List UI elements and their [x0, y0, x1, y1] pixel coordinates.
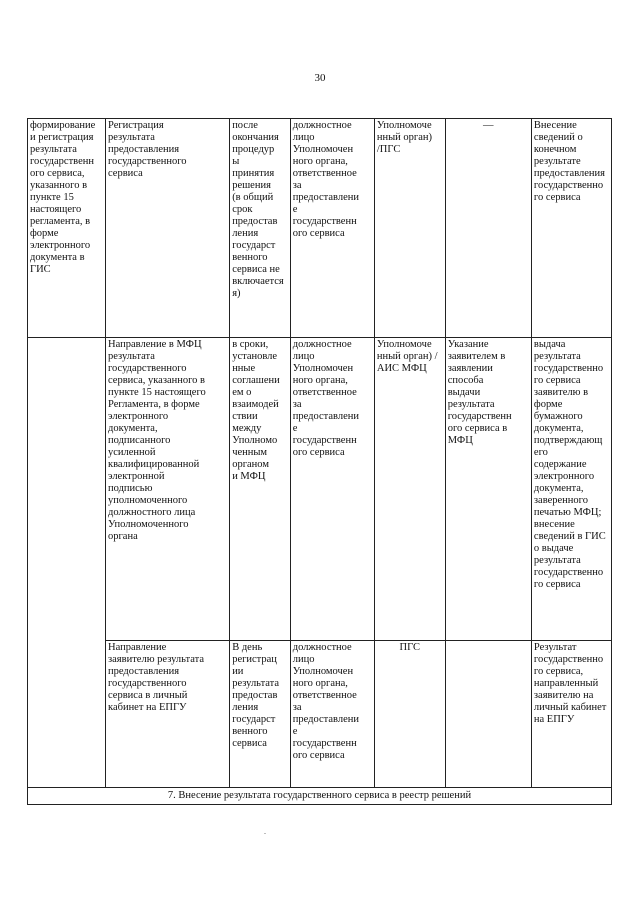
table-cell: Результат государственно го сервиса, направленный заявителю на личный кабинет на ЕПГУ — [531, 641, 611, 788]
table-cell: Уполномоче нный орган) / АИС МФЦ — [374, 338, 445, 641]
section-heading-row — [28, 788, 612, 805]
table-cell: Направление в МФЦ результата государственного сервиса, указанного в пункте 15 настоящего Регламента, в форме электронного документа, подписанного усиленной квалифицированной электронной подписью уполномоченного должностного лица Уполномоченного органа — [106, 338, 230, 641]
table-row — [28, 119, 612, 338]
table-cell: — — [445, 119, 531, 338]
page-number: 30 — [314, 72, 326, 84]
table-cell: в сроки, установле нные соглашени ем о взаимодей ствии между Уполномо ченным органом и МФЦ — [230, 338, 291, 641]
table-cell: ПГС — [374, 641, 445, 788]
table-row — [28, 641, 612, 788]
footer-mark: . — [264, 827, 266, 836]
table-cell: после окончания процедур ы принятия решения (в общий срок предостав ления государст венного сервиса не включается я) — [230, 119, 291, 338]
table-cell — [28, 338, 106, 788]
table-cell: должностное лицо Уполномочен ного органа, ответственное за предоставлени е государственн ого сервиса — [290, 338, 374, 641]
table-row — [28, 338, 612, 641]
table-cell: должностное лицо Уполномочен ного органа, ответственное за предоставлени е государственн ого сервиса — [290, 119, 374, 338]
table-cell: Регистрация результата предоставления государственного сервиса — [106, 119, 230, 338]
table-cell: В день регистрац ии результата предостав ления государст венного сервиса — [230, 641, 291, 788]
table-cell: формирование и регистрация результата государственн ого сервиса, указанного в пункте 15 настоящего регламента, в форме электронного документа в ГИС — [28, 119, 106, 338]
table-cell: Внесение сведений о конечном результате предоставления государственно го сервиса — [531, 119, 611, 338]
table-cell: Уполномоче нный орган) /ПГС — [374, 119, 445, 338]
table-cell: выдача результата государственно го сервиса заявителю в форме бумажного документа, подтверждающ его содержание электронного документа, заверенного печатью МФЦ; внесение сведений в ГИС о выдаче результата государственно го сервиса — [531, 338, 611, 641]
procedure-table — [27, 118, 612, 805]
table-cell: Указание заявителем в заявлении способа выдачи результата государственн ого сервиса в МФЦ — [445, 338, 531, 641]
table-cell: должностное лицо Уполномочен ного органа, ответственное за предоставлени е государственн ого сервиса — [290, 641, 374, 788]
table-cell: Направление заявителю результата предоставления государственного сервиса в личный кабинет на ЕПГУ — [106, 641, 230, 788]
section-title: 7. Внесение результата государственного сервиса в реестр решений — [28, 788, 612, 805]
table-cell — [445, 641, 531, 788]
